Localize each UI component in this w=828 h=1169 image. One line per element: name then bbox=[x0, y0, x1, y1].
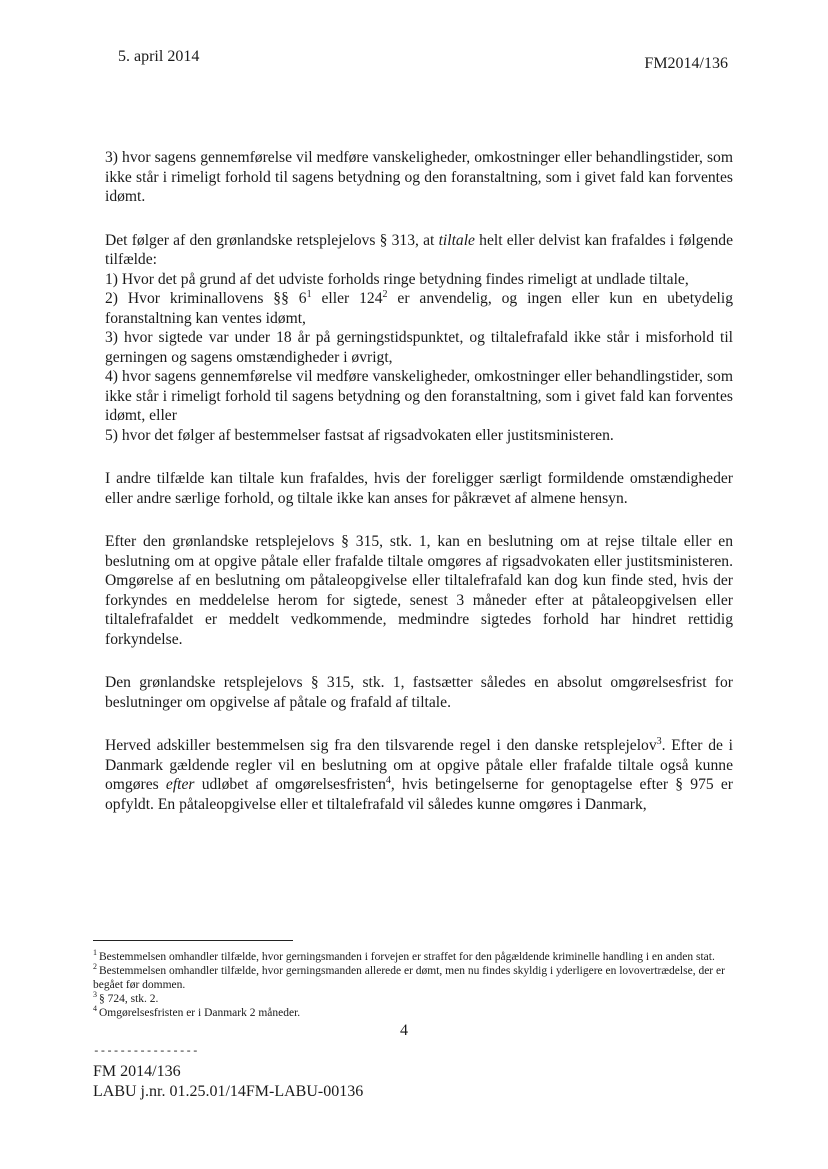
header-date: 5. april 2014 bbox=[118, 48, 200, 65]
footnote-text: § 724, stk. 2. bbox=[99, 993, 159, 1005]
footnote-ref-1: 1 bbox=[306, 288, 312, 300]
footnote-ref-4: 4 bbox=[385, 774, 391, 786]
paragraph-danish-comparison bbox=[105, 736, 733, 814]
footnote-text: Bestemmelsen omhandler tilfælde, hvor gerningsmanden allerede er dømt, men nu findes skyldig i yderligere en lovovertrædelse, der er begået før dommen. bbox=[93, 965, 725, 991]
footer-dashes: ---------------- bbox=[93, 1046, 199, 1058]
intro-text-b: helt eller delvist kan frafaldes i følgende tilfælde: bbox=[105, 231, 733, 268]
page-number: 4 bbox=[400, 1022, 408, 1039]
list-item-4: 4) hvor sagens gennemførelse vil medføre vanskeligheder, omkostninger eller behandlingstider, som ikke står i rimeligt forhold til sagens betydning og den foranstaltning, som i givet fald kan forventes idømt, eller bbox=[105, 368, 733, 424]
footnote-number: 1 bbox=[93, 948, 97, 958]
intro-text-a: Det følger af den grønlandske retsplejelovs § 313, at bbox=[105, 231, 439, 249]
comparison-text-a: Herved adskiller bestemmelsen sig fra den tilsvarende regel i den danske retsplejelov bbox=[105, 737, 657, 754]
footnote-divider bbox=[93, 940, 293, 941]
list-item-1: 1) Hvor det på grund af det udviste forholds ringe betydning findes rimeligt at undlade tiltale, bbox=[105, 270, 689, 288]
footnote-number: 3 bbox=[93, 990, 97, 1000]
comparison-text-c: udløbet af omgørelsesfristen bbox=[194, 776, 386, 793]
comparison-text-d: , hvis betingelserne for genoptagelse efter § 975 er opfyldt. En påtaleopgivelse eller et tiltalefrafald vil således kunne omgøres i Danmark, bbox=[105, 776, 733, 813]
paragraph-item3-continued: 3) hvor sagens gennemførelse vil medføre vanskeligheder, omkostninger eller behandlingstider, som ikke står i rimeligt forhold til sagens betydning og den foranstaltning, som i givet fald kan forventes idømt. bbox=[105, 149, 733, 205]
item2-text-c: er anvendelig, og ingen eller kun en ubetydelig foranstaltning kan ventes idømt, bbox=[105, 290, 734, 327]
list-item-5: 5) hvor det følger af bestemmelser fastsat af rigsadvokaten eller justitsministeren. bbox=[105, 426, 614, 444]
footnote-2 bbox=[93, 964, 733, 992]
list-item-3: 3) hvor sigtede var under 18 år på gerningstidspunktet, og tiltalefrafald ikke står i misforhold til gerningen og sagens omstændigheder i øvrigt, bbox=[105, 329, 733, 366]
footnote-text: Bestemmelsen omhandler tilfælde, hvor gerningsmanden i forvejen er straffet for den pågældende kriminelle handling i en anden stat. bbox=[99, 951, 715, 963]
stamp-line-2: LABU j.nr. 01.25.01/14FM-LABU-00136 bbox=[93, 1083, 364, 1100]
paragraph-section-313 bbox=[105, 231, 733, 446]
item2-text-b: eller 124 bbox=[311, 290, 383, 307]
footnote-3 bbox=[93, 992, 733, 1006]
footnote-number: 2 bbox=[93, 962, 97, 972]
comparison-emphasis: efter bbox=[165, 776, 195, 793]
case-stamp bbox=[93, 1062, 363, 1102]
item2-text-a: 2) Hvor kriminallovens §§ 6 bbox=[105, 290, 307, 307]
paragraph-absolute-deadline: Den grønlandske retsplejelovs § 315, stk. 1, fastsætter således en absolut omgørelsesfrist for beslutninger om opgivelse af påtale og frafald af tiltale. bbox=[105, 674, 733, 711]
footnote-ref-3: 3 bbox=[656, 735, 662, 747]
footnote-ref-2: 2 bbox=[382, 288, 388, 300]
footnote-text: Omgørelsesfristen er i Danmark 2 måneder. bbox=[99, 1007, 301, 1019]
footnote-4 bbox=[93, 1006, 733, 1020]
intro-emphasis: tiltale bbox=[438, 231, 475, 249]
comparison-text-b: . Efter de i Danmark gældende regler vil en beslutning om at opgive påtale eller frafalde tiltale også kunne omgøres bbox=[105, 737, 733, 793]
footnote-number: 4 bbox=[93, 1004, 97, 1014]
footnotes bbox=[93, 950, 733, 1020]
paragraph-section-315: Efter den grønlandske retsplejelovs § 315, stk. 1, kan en beslutning om at rejse tiltale eller en beslutning om at opgive påtale eller frafalde tiltale omgøres af rigsadvokaten eller justitsministeren. Omgørelse af en beslutning om påtaleopgivelse eller tiltalefrafald kan dog kun finde sted, hvis der forkyndes en meddelelse herom for sigtede, senest 3 måneder efter at påtaleopgivelsen eller tiltalefrafaldet er meddelt vedkommende, medmindre sigtedes forhold har hindret rettidig forkyndelse. bbox=[105, 533, 733, 648]
document-body bbox=[105, 148, 733, 814]
header-reference: FM2014/136 bbox=[644, 55, 728, 72]
footnote-1 bbox=[93, 950, 733, 964]
paragraph-other-cases: I andre tilfælde kan tiltale kun frafaldes, hvis der foreligger særligt formildende omstændigheder eller andre særlige forhold, og tiltale ikke kan anses for påkrævet af almene hensyn. bbox=[105, 470, 733, 507]
stamp-line-1: FM 2014/136 bbox=[93, 1063, 181, 1080]
list-item-2 bbox=[105, 289, 733, 328]
